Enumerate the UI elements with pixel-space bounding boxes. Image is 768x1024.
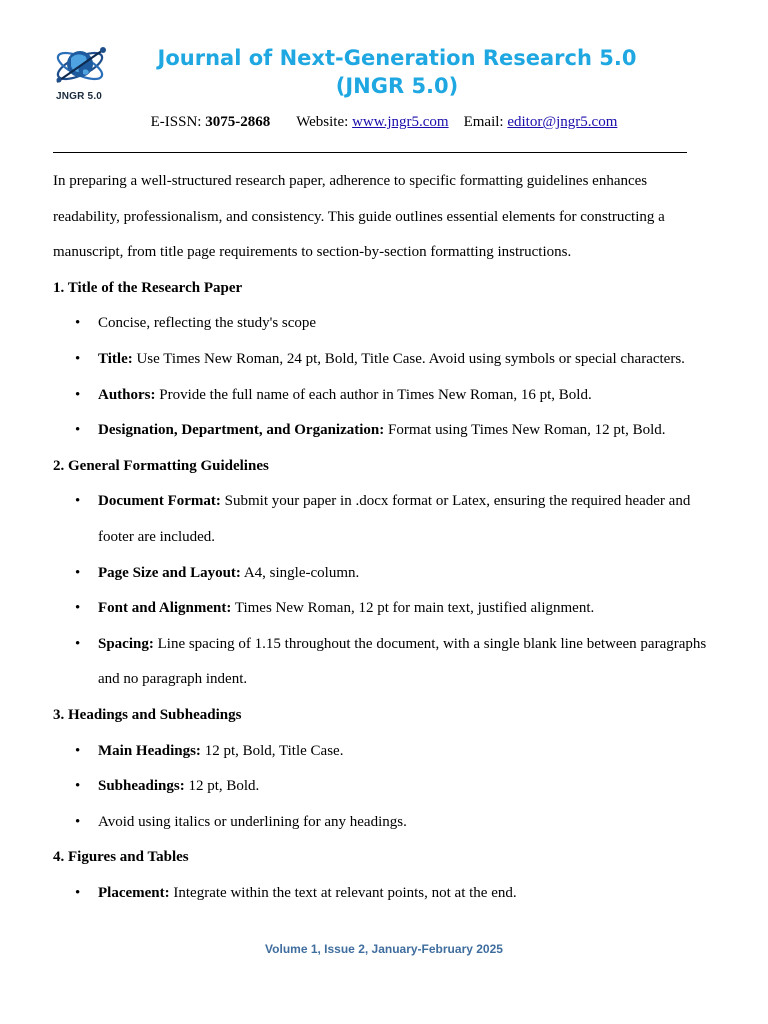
document-body [53,164,715,911]
list-item: • Avoid using italics or underlining for any headings. [53,805,715,841]
header-divider [53,152,687,153]
issn-value: 3075-2868 [205,114,271,130]
bullet-icon: • [75,422,81,439]
email-link[interactable]: editor@jngr5.com [507,114,618,130]
list-item: • Designation, Department, and Organization: Format using Times New Roman, 12 pt, Bold. [53,413,715,449]
section-heading: 2. General Formatting Guidelines [53,457,269,474]
section-heading: 3. Headings and Subheadings [53,706,242,723]
list-item: • Font and Alignment: Times New Roman, 12 pt for main text, justified alignment. [53,591,715,627]
website-link[interactable]: www.jngr5.com [352,114,449,130]
contact-line [0,114,768,131]
page-header [53,44,687,108]
globe-logo-icon [53,44,109,94]
logo-text: JNGR 5.0 [56,91,103,102]
bullet-icon: • [75,884,81,901]
bullet-list [53,876,715,912]
bullet-icon: • [75,315,81,332]
bullet-icon: • [75,350,81,367]
bullet-icon: • [75,813,81,830]
list-item: • Main Headings: 12 pt, Bold, Title Case. [53,734,715,770]
bullet-icon: • [75,600,81,617]
section-heading: 4. Figures and Tables [53,849,189,866]
list-item: • Page Size and Layout: A4, single-column. [53,556,715,592]
page-footer: Volume 1, Issue 2, January-February 2025 [265,942,503,956]
list-item: • Subheadings: 12 pt, Bold. [53,769,715,805]
list-item: • Placement: Integrate within the text at relevant points, not at the end. [53,876,715,912]
bullet-icon: • [75,635,81,652]
issn-label: E-ISSN: [150,114,206,130]
bullet-icon: • [75,742,81,759]
list-item: • Spacing: Line spacing of 1.15 throughout the document, with a single blank line between paragraphs and no paragraph indent. [53,627,715,698]
bullet-icon: • [75,386,81,403]
bullet-list [53,484,715,698]
list-item: • Document Format: Submit your paper in .docx format or Latex, ensuring the required header and footer are included. [53,484,715,555]
section-heading: 1. Title of the Research Paper [53,279,243,296]
bullet-list [53,734,715,841]
bullet-icon: • [75,493,81,510]
journal-logo [53,44,109,106]
bullet-list [53,306,715,448]
list-item: • Authors: Provide the full name of each author in Times New Roman, 16 pt, Bold. [53,378,715,414]
bullet-icon: • [75,778,81,795]
list-item: • Title: Use Times New Roman, 24 pt, Bold, Title Case. Avoid using symbols or special characters. [53,342,715,378]
list-item: • Concise, reflecting the study's scope [53,306,715,342]
website-label: Website: [296,114,353,130]
email-label: Email: [463,114,508,130]
journal-title: Journal of Next-Generation Research 5.0 (JNGR 5.0) [157,46,637,98]
bullet-icon: • [75,564,81,581]
intro-paragraph: In preparing a well-structured research paper, adherence to specific formatting guidelines enhances readability, professionalism, and consistency. This guide outlines essential elements for constructing a manuscript, from title page requirements to section-by-section formatting instructions. [53,173,665,261]
